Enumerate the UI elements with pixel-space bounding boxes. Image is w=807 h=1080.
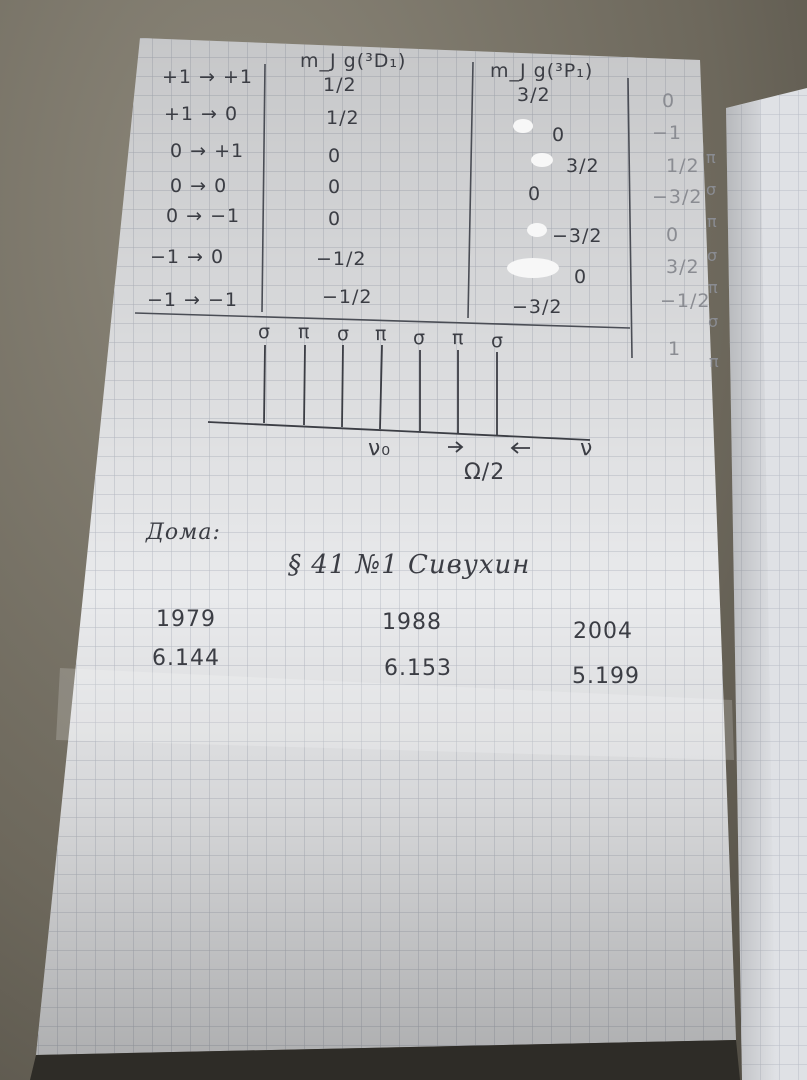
- margin-mark: σ: [707, 246, 719, 265]
- row-transition: −1 → −1: [147, 289, 239, 311]
- spectrum-label: σ: [491, 330, 505, 352]
- row-value-b: 0: [528, 183, 542, 205]
- row-value-c: 0: [662, 90, 676, 112]
- spectrum-label: σ: [258, 321, 272, 343]
- row-transition: −1 → 0: [150, 246, 225, 268]
- row-value-c: −1: [652, 122, 683, 144]
- row-transition: 0 → 0: [170, 175, 228, 197]
- year-value: 1988: [382, 610, 442, 635]
- spectrum-line: [304, 345, 305, 425]
- spectrum-label: π: [452, 327, 465, 349]
- row-value-a: −1/2: [316, 248, 367, 270]
- row-transition: 0 → +1: [170, 140, 245, 162]
- measured-value: 6.153: [384, 656, 452, 681]
- margin-mark: π: [707, 212, 718, 231]
- spectrum-line: [264, 345, 265, 423]
- row-value-b: 0: [574, 266, 588, 288]
- row-value-c: 1/2: [666, 155, 700, 177]
- measured-value: 5.199: [572, 664, 640, 689]
- margin-mark: π: [706, 148, 717, 167]
- row-value-b: 3/2: [517, 84, 551, 106]
- margin-mark: π: [709, 352, 720, 371]
- row-value-c: 3/2: [666, 256, 700, 278]
- spectrum-label: σ: [337, 323, 351, 345]
- row-value-c: 0: [666, 224, 680, 246]
- homework-label: Дома:: [146, 520, 221, 545]
- row-value-a: 1/2: [326, 107, 360, 129]
- row-transition: +1 → +1: [162, 66, 254, 88]
- row-value-b: 0: [552, 124, 566, 146]
- year-value: 1979: [156, 607, 216, 632]
- row-transition: +1 → 0: [164, 103, 239, 125]
- omega-half-label: Ω/2: [464, 460, 506, 485]
- row-value-c: −1/2: [660, 290, 711, 312]
- row-value-b: 3/2: [566, 155, 600, 177]
- spectrum-label: π: [375, 323, 388, 345]
- row-value-a: 1/2: [323, 74, 357, 96]
- row-value-a: 0: [328, 208, 342, 230]
- row-value-b: −3/2: [512, 296, 563, 318]
- nu0-label: ν₀: [368, 436, 392, 461]
- row-value-c: −3/2: [652, 186, 703, 208]
- col1-header: m_J g(³D₁): [300, 50, 407, 72]
- spectrum-label: π: [298, 321, 311, 343]
- row-transition: 0 → −1: [166, 205, 241, 227]
- margin-mark: π: [708, 278, 719, 297]
- measured-value: 6.144: [152, 646, 220, 671]
- row-value-a: 0: [328, 145, 342, 167]
- spectrum-line: [342, 345, 343, 427]
- spectrum-label: σ: [413, 327, 427, 349]
- margin-mark: σ: [706, 180, 718, 199]
- row-value-b: −3/2: [552, 225, 603, 247]
- margin-mark: σ: [708, 312, 720, 331]
- extra-right-value: 1: [668, 338, 682, 360]
- year-value: 2004: [573, 619, 633, 644]
- row-value-a: 0: [328, 176, 342, 198]
- homework-assignment: § 41 №1 Сивухин: [288, 550, 531, 580]
- row-value-a: −1/2: [322, 286, 373, 308]
- right-page: [726, 88, 807, 1080]
- nu-axis-label: ν: [580, 436, 594, 461]
- col2-header: m_J g(³P₁): [490, 60, 594, 82]
